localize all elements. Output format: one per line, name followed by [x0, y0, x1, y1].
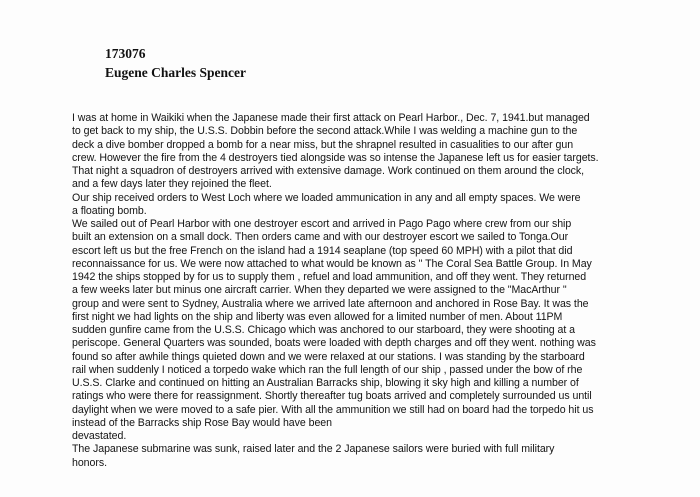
document-id-number: 173076 — [105, 46, 146, 61]
narrative-line: found so after awhile things quieted down and we were relaxed at our stations. I was standing by the starboard — [72, 350, 585, 363]
narrative-line: U.S.S. Clarke and continued on hitting an Australian Barracks ship, blowing it sky high and killing a number of — [72, 377, 579, 389]
narrative-line: and a few days later they rejoined the fleet. — [72, 178, 272, 191]
narrative-line: honors. — [72, 456, 107, 469]
narrative-line: deck a dive bomber dropped a bomb for a near miss, but the shrapnel resulted in casualities to our after gun — [72, 138, 574, 151]
narrative-line: crew. However the fire from the 4 destroyers tied alongside was so intense the Japanese left us for easier targets. — [72, 151, 599, 164]
narrative-line: built an extension on a small dock. Then orders came and with our destroyer escort we sailed to Tonga.Our — [72, 231, 569, 244]
narrative-line: periscope. General Quarters was sounded, boats were loaded with depth charges and off they went. nothing was — [72, 337, 596, 350]
narrative-line: ratings who were there for reassignment. Shortly thereafter tug boats arrived and completely surrounded us until — [72, 390, 592, 403]
narrative-body — [72, 112, 682, 470]
narrative-line: escort left us but the free French on the island had a 1914 seaplane (top speed 60 MPH) with a pilot that did — [72, 244, 573, 257]
narrative-line: to get back to my ship, the U.S.S. Dobbin before the second attack.While I was welding a machine gun to the — [72, 125, 578, 138]
document-header — [105, 44, 246, 82]
narrative-line: sudden gunfire came from the U.S.S. Chicago which was anchored to our starboard, they were shooting at a — [72, 324, 575, 336]
narrative-line: daylight when we were moved to a safe pier. With all the ammunition we still had on board had the torpedo hit us — [72, 403, 594, 416]
narrative-line: rail when suddenly I noticed a torpedo wake which ran the full length of our ship , passed under the bow of rhe — [72, 363, 583, 376]
narrative-line: a few weeks later but minus one aircraft carrier. When they departed we were assigned to the "MacArthur " — [72, 284, 567, 297]
narrative-line: I was at home in Waikiki when the Japanese made their first attack on Pearl Harbor., Dec. 7, 1941.but managed — [72, 112, 590, 124]
narrative-line: Our ship received orders to West Loch where we loaded ammunication in any and all empty spaces. We were — [72, 191, 581, 204]
narrative-line: That night a squadron of destroyers arrived with extensive damage. Work continued on them around the clock, — [72, 165, 585, 177]
author-name: Eugene Charles Spencer — [105, 65, 246, 80]
narrative-line: 1942 the ships stopped by for us to supply them , refuel and load ammunition, and off they went. They returned — [72, 271, 587, 283]
narrative-line: devastated. — [72, 430, 127, 442]
narrative-line: reconnaissance for us. We were now attached to what would be known as " The Coral Sea Battle Group. In May — [72, 257, 592, 270]
narrative-line: instead of the Barracks ship Rose Bay would have been — [72, 416, 332, 429]
narrative-line: group and were sent to Sydney, Australia where we arrived late afternoon and anchored in Rose Bay. It was the — [72, 297, 589, 310]
narrative-line: The Japanese submarine was sunk, raised later and the 2 Japanese sailors were buried with full military — [72, 443, 555, 456]
narrative-line: We sailed out of Pearl Harbor with one destroyer escort and arrived in Pago Pago where crew from our ship — [72, 218, 572, 230]
narrative-line: first night we had lights on the ship and liberty was even allowed for a limited number of men. About 11PM — [72, 310, 563, 323]
narrative-line: a floating bomb. — [72, 204, 147, 217]
